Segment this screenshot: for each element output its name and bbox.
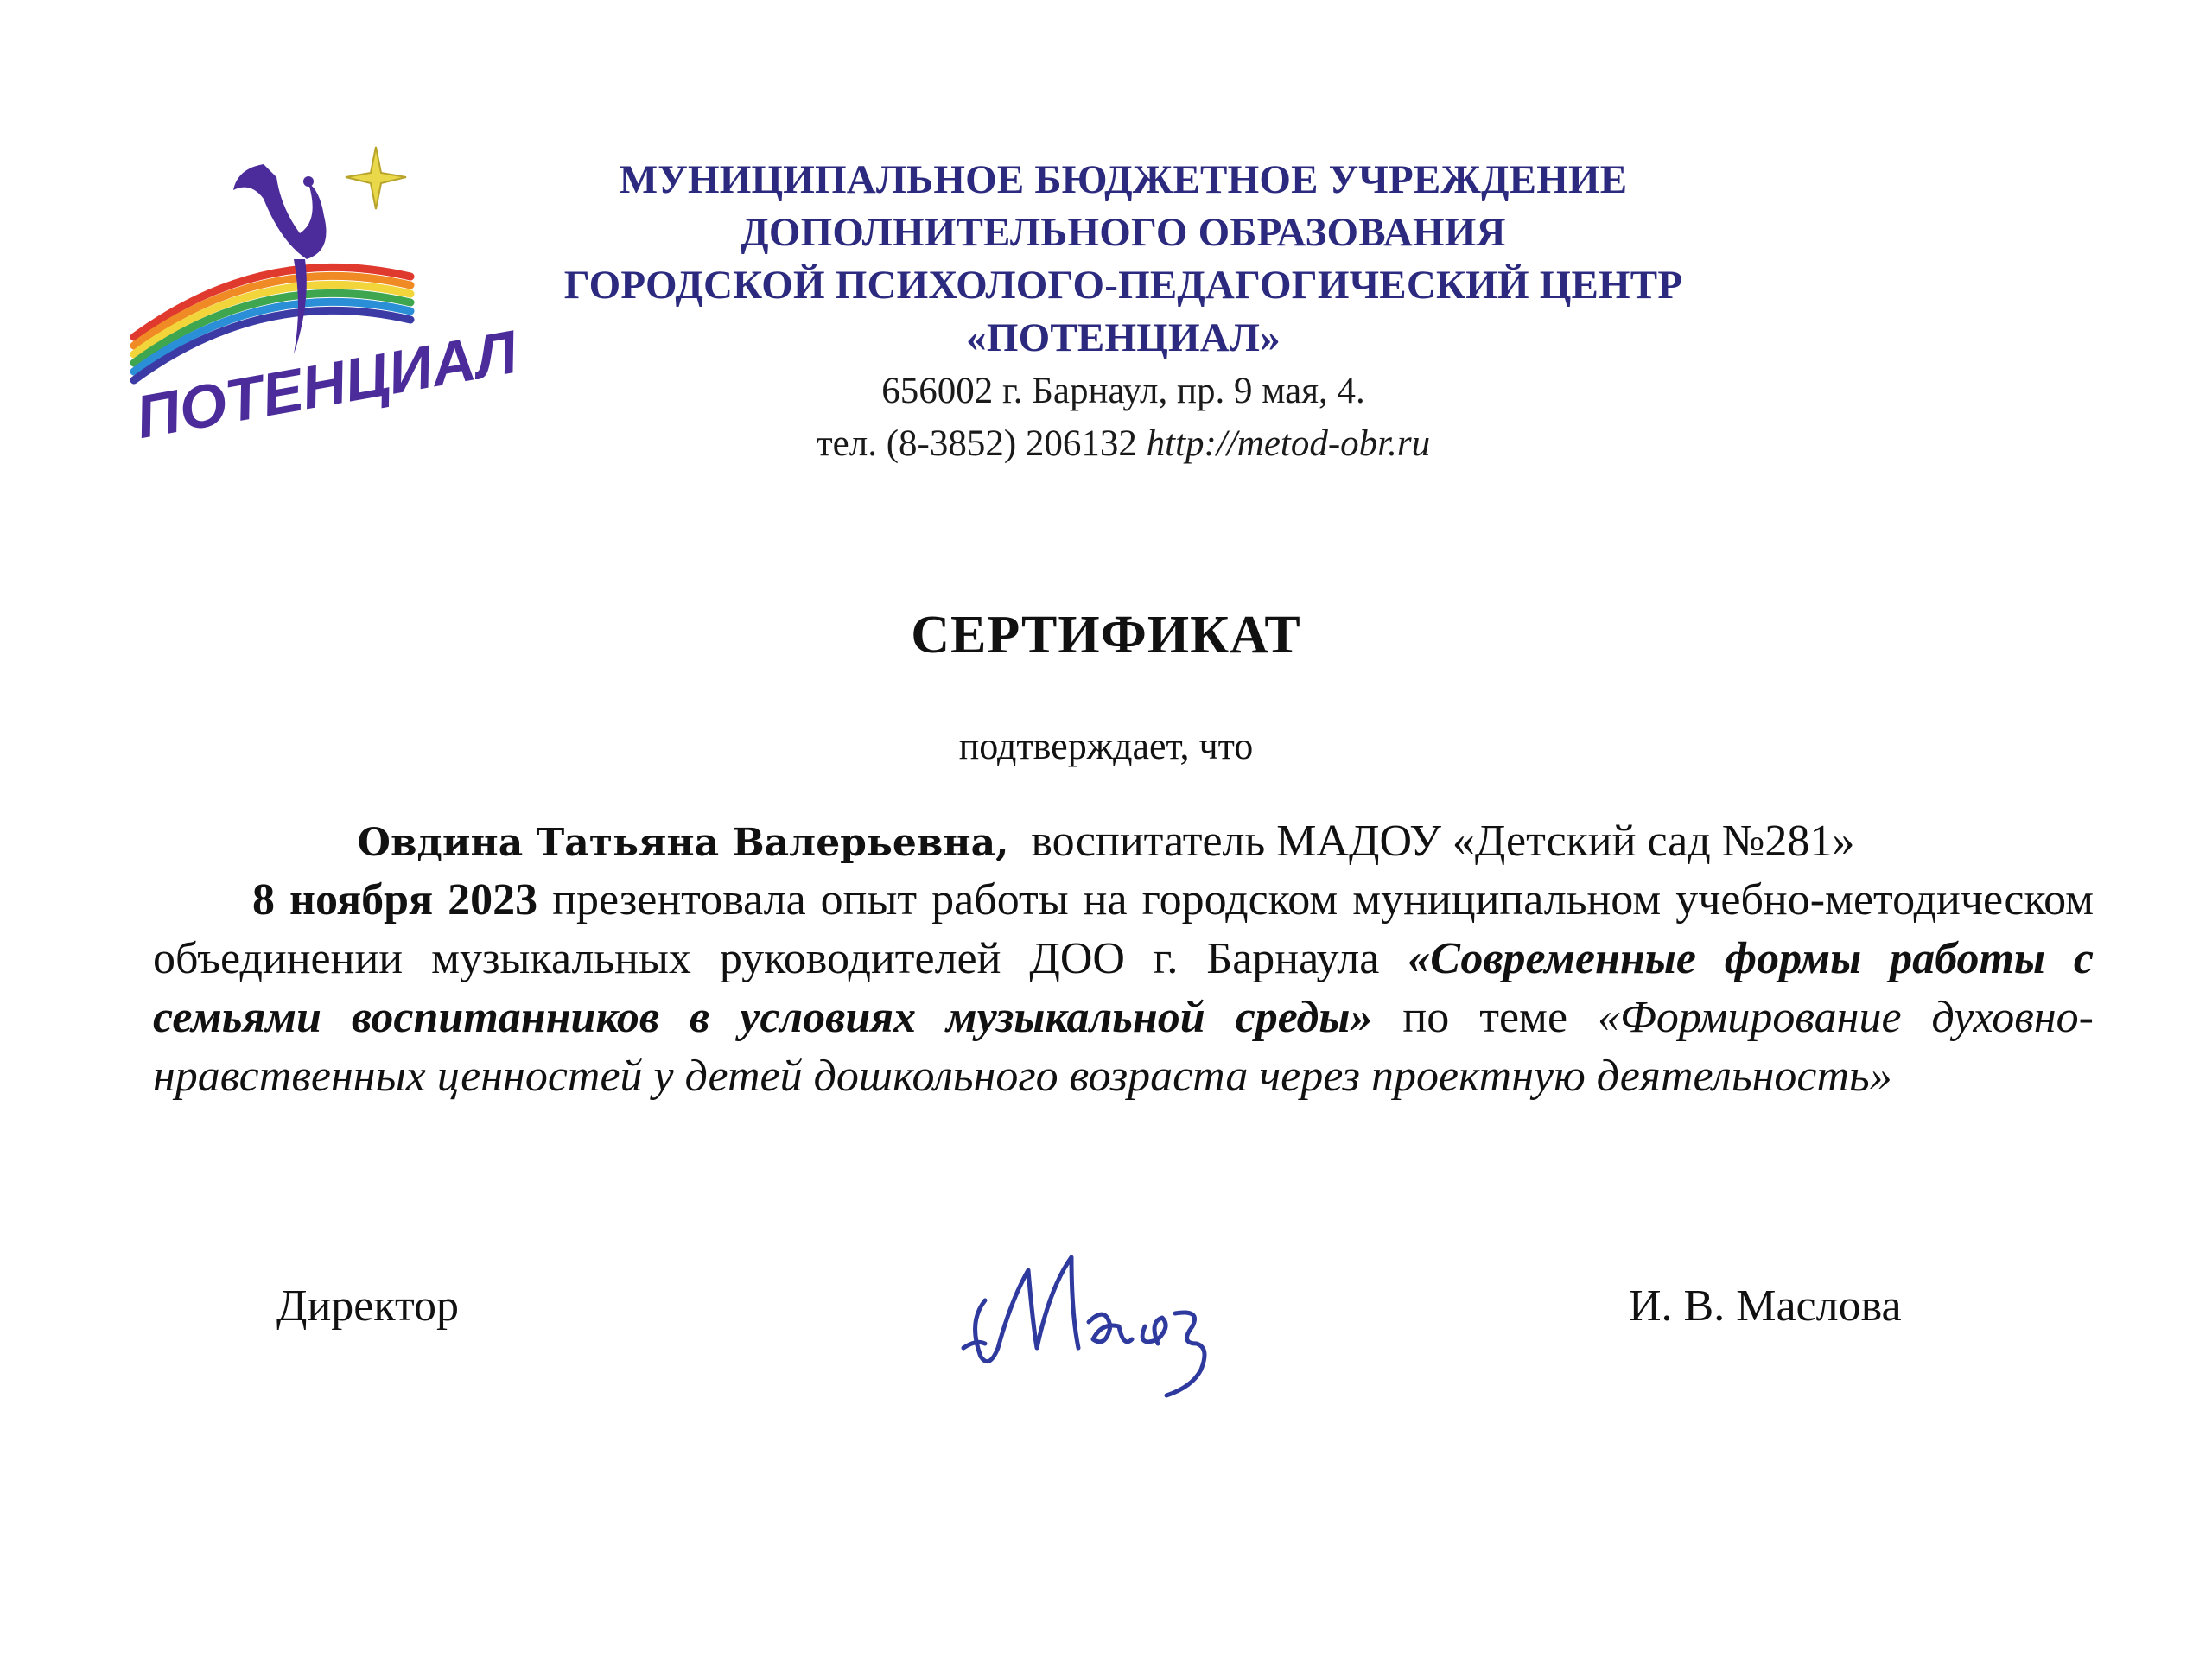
recipient-position: воспитатель МАДОУ «Детский сад №281»	[1031, 817, 1855, 866]
certificate-subtitle: подтверждает, что	[958, 725, 1254, 767]
org-name-line-3: ГОРОДСКОЙ ПСИХОЛОГО-ПЕДАГОГИЧЕСКИЙ ЦЕНТР	[563, 263, 1683, 308]
event-date: 8 ноября 2023	[252, 875, 538, 925]
recipient-name: Овдина Татьяна Валерьевна,	[357, 821, 1009, 865]
presentation-topic: «Формирование духовно-нравственных ценностей у детей дошкольного возраста через проектную деятельность»	[153, 993, 2094, 1101]
org-name-line-4: «ПОТЕНЦИАЛ»	[966, 315, 1281, 360]
organization-header	[432, 154, 1815, 470]
certificate-title: СЕРТИФИКАТ	[911, 606, 1301, 664]
recipient-line	[0, 812, 2212, 873]
org-website-link[interactable]: http://metod-obr.ru	[1146, 423, 1431, 464]
handwritten-signature	[950, 1218, 1236, 1417]
logo-text: ПОТЕНЦИАЛ	[130, 317, 523, 452]
signer-name: И. В. Маслова	[1629, 1281, 1902, 1331]
body-text-1: презентовала опыт работы на городском муниципальном учебно-методическом объединении музыкальных руководителей ДОО г. Барнаула	[153, 875, 2094, 983]
org-name-line-2: ДОПОЛНИТЕЛЬНОГО ОБРАЗОВАНИЯ	[741, 210, 1506, 255]
org-address: 656002 г. Барнаул, пр. 9 мая, 4.	[881, 371, 1365, 411]
certificate-body	[153, 871, 2094, 1106]
org-phone: тел. (8-3852) 206132	[816, 423, 1137, 464]
event-name: «Современные формы работы с семьями воспитанников в условиях музыкальной среды»	[153, 934, 2094, 1042]
potencial-logo	[108, 130, 523, 452]
org-contacts	[432, 417, 1815, 470]
body-text-2: по теме	[1402, 993, 1568, 1042]
org-name-line-1: МУНИЦИПАЛЬНОЕ БЮДЖЕТНОЕ УЧРЕЖДЕНИЕ	[619, 157, 1628, 202]
signer-role: Директор	[276, 1281, 459, 1331]
